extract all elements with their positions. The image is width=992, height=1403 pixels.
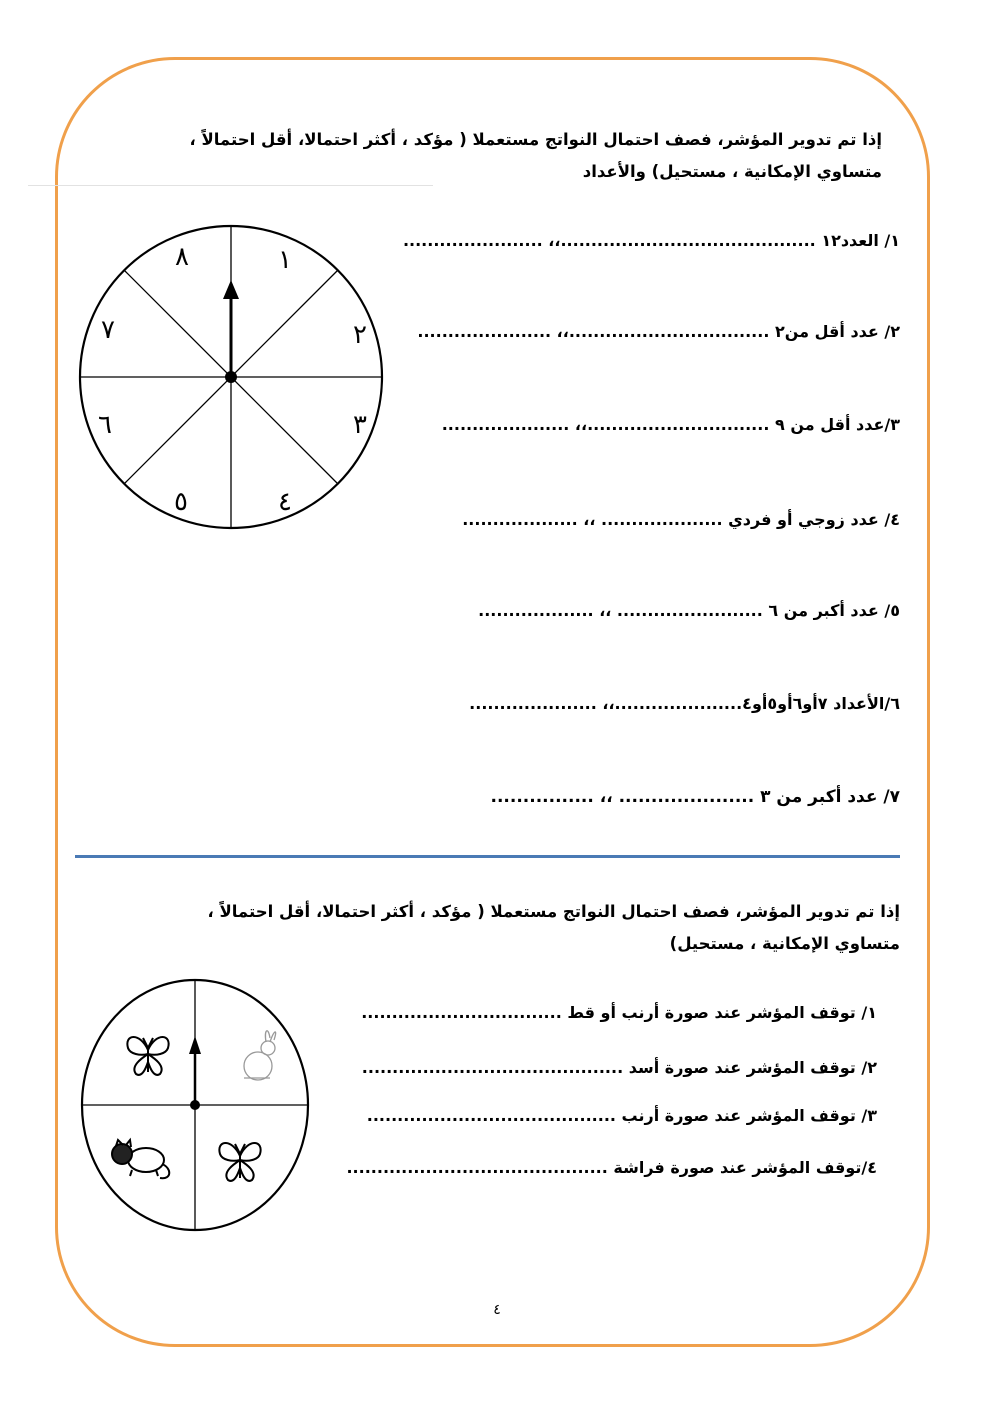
- question-3: ٣/عدد أقل من ٩ ..............................،، .....................: [441, 415, 900, 434]
- picture-spinner: [80, 978, 310, 1233]
- spinner-label: ٣: [353, 410, 367, 440]
- page-number: ٤: [493, 1302, 501, 1318]
- section1-instruction: [92, 124, 882, 188]
- instruction-line: إذا تم تدوير المؤشر، فصف احتمال النواتج مستعملا ( مؤكد ، أكثر احتمالا، أقل احتمالاً ،: [189, 130, 882, 149]
- spinner-label: ٦: [98, 410, 112, 440]
- number-spinner: [78, 223, 390, 535]
- pointer-arrowhead: [189, 1036, 201, 1054]
- spinner-hub: [190, 1100, 200, 1110]
- question-5: ٥/ عدد أكبر من ٦ ........................ ،، ...................: [478, 601, 900, 620]
- cat-icon: [112, 1140, 169, 1178]
- question-6: ٦/الأعداد ٧أو٦أو٥أو٤.....................،، .....................: [469, 694, 900, 713]
- butterfly-icon: [127, 1037, 168, 1075]
- section2-instruction: [90, 896, 900, 960]
- question-7: ٧/ عدد أكبر من ٣ ..................... ،، ................: [490, 787, 900, 807]
- question-picture-2: ٢/ توقف المؤشر عند صورة أسد ...........................................: [361, 1058, 877, 1077]
- instruction-line: متساوي الإمكانية ، مستحيل) والأعداد: [582, 162, 882, 181]
- question-picture-3: ٣/ توقف المؤشر عند صورة أرنب .........................................: [366, 1106, 877, 1125]
- question-4: ٤/ عدد زوجي أو فردي .................... ،، ...................: [462, 510, 900, 529]
- instruction-line: متساوي الإمكانية ، مستحيل): [669, 934, 900, 953]
- spinner-label: ٧: [101, 315, 115, 345]
- spinner-hub: [225, 371, 237, 383]
- section-divider: [75, 855, 900, 858]
- question-picture-1: ١/ توقف المؤشر عند صورة أرنب أو قط .................................: [361, 1003, 877, 1022]
- butterfly-icon: [219, 1143, 260, 1181]
- instruction-line: إذا تم تدوير المؤشر، فصف احتمال النواتج مستعملا ( مؤكد ، أكثر احتمالا، أقل احتمالاً ،: [207, 902, 900, 921]
- question-2: ٢/ عدد أقل من٢ .................................،، ......................: [417, 322, 900, 341]
- spinner-label: ١: [278, 245, 292, 275]
- spinner-label: ٢: [353, 320, 367, 350]
- question-1: ١/ العدد١٢ ..........................................،، .......................: [402, 231, 900, 250]
- spinner-label: ٨: [175, 242, 189, 272]
- spinner-label: ٥: [174, 487, 188, 517]
- question-picture-4: ٤/توقف المؤشر عند صورة فراشة ...........................................: [346, 1158, 877, 1177]
- spinner-label: ٤: [278, 487, 292, 517]
- pointer-arrowhead: [223, 280, 239, 299]
- rabbit-icon: [244, 1031, 276, 1080]
